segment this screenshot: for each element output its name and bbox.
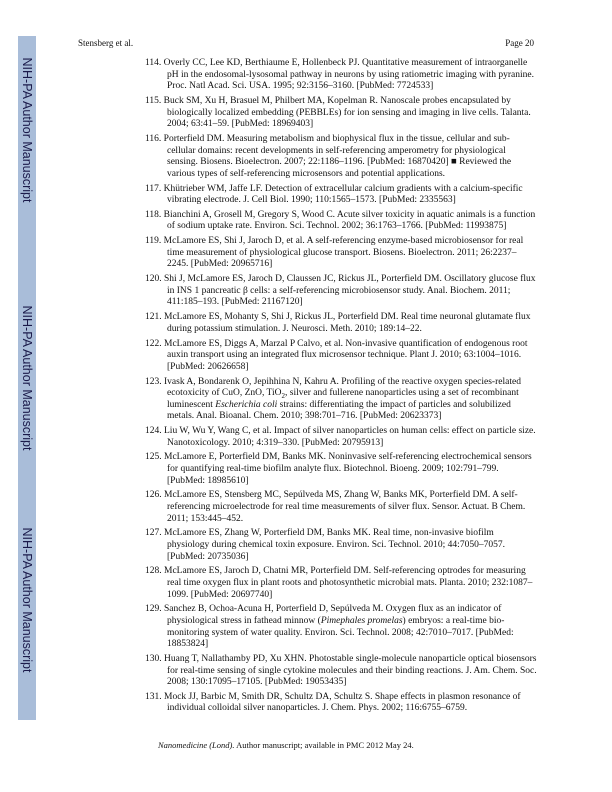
reference-text: McLamore ES, Stensberg MC, Sepúlveda MS, Zhang W, Banks MK, Porterfield DM. A self-referencing microelectrode for real time measurements of silver flux. Sensor. Actuat. B Chem. 2011; 153:445–452.	[164, 490, 526, 524]
reference-number: 127.	[145, 528, 162, 539]
reference-item	[145, 96, 537, 131]
page-number: Page 20	[505, 38, 534, 48]
subscript: 2	[281, 392, 286, 401]
reference-text: Overly CC, Lee KD, Berthiaume E, Hollenbeck PJ. Quantitative measurement of intraorganelle pH in the endosomal-lysosomal pathway in neurons by using ratiometric imaging with pyranine. Proc. Natl Acad. Sci. USA. 1995; 92:3156–3160. [PubMed: 7724533]	[163, 58, 535, 92]
reference-number: 124.	[145, 426, 162, 437]
reference-item	[145, 274, 537, 309]
sidebar-label: NIH-PA Author Manuscript	[20, 527, 34, 673]
reference-item	[145, 58, 537, 93]
reference-item	[145, 528, 537, 563]
reference-number: 117.	[145, 183, 162, 194]
reference-item	[145, 210, 537, 233]
reference-number: 130.	[145, 653, 162, 664]
reference-item	[145, 236, 537, 271]
reference-text: Shi J, McLamore ES, Jaroch D, Claussen JC, Rickus JL, Porterfield DM. Oscillatory glucose flux in INS 1 pancreatic β cells: a self-referencing microbiosensor study. Anal. Biochem. 2011; 411:185–193. [PubMed: 21167120]	[164, 274, 536, 308]
reference-list	[145, 58, 537, 718]
reference-item	[145, 377, 537, 423]
manuscript-sidebar	[18, 36, 36, 720]
reference-text: McLamore ES, Shi J, Jaroch D, et al. A self-referencing enzyme-based microbiosensor for real time measurement of physiological glucose transport. Biosens. Bioelectron. 2011; 26:2237–2245. [PubMed: 20965716]	[163, 236, 524, 270]
reference-item	[145, 604, 537, 650]
sidebar-label: NIH-PA Author Manuscript	[20, 57, 34, 203]
reference-item	[145, 452, 537, 487]
reference-text: Ivask A, Bondarenk O, Jepihhina N, Kahru A. Profiling of the reactive oxygen species-related ecotoxicity of CuO, ZnO, TiO	[164, 376, 521, 399]
reference-text: McLamore ES, Zhang W, Porterfield DM, Banks MK. Real time, non-invasive biofilm physiology during chemical toxin exposure. Environ. Sci. Technol. 2010; 44:7050–7057. [PubMed: 20735036]	[164, 528, 505, 562]
reference-text: McLamore ES, Jaroch D, Chatni MR, Porterfield DM. Self-referencing optrodes for measuring real time oxygen flux in plant roots and photosynthetic microbial mats. Planta. 2010; 232:1087–1099. [PubMed: 20697740]	[164, 566, 533, 600]
reference-number: 129.	[145, 604, 162, 615]
reference-number: 122.	[145, 338, 162, 349]
reference-item	[145, 312, 537, 335]
reference-text: McLamore ES, Diggs A, Marzal P Calvo, et al. Non-invasive quantification of endogenous root auxin transport using an integrated flux microsensor technique. Plant J. 2010; 63:1004–1016. [PubMed: 20626658]	[164, 338, 528, 372]
reference-item	[145, 184, 537, 207]
running-head: Stensberg et al.	[78, 38, 134, 48]
reference-item	[145, 566, 537, 601]
footer	[158, 740, 414, 750]
reference-number: 119.	[145, 236, 162, 247]
reference-text: , silver and fullerene nanoparticles using a set of recombinant luminescent	[167, 388, 519, 410]
reference-text: Buck SM, Xu H, Brasuel M, Philbert MA, Kopelman R. Nanoscale probes encapsulated by biologically localized embedding (PEBBLEs) for ion sensing and imaging in live cells. Talanta. 2004; 63:41–59. [PubMed: 18969403]	[163, 95, 531, 130]
reference-item	[145, 339, 537, 374]
sidebar-label: NIH-PA Author Manuscript	[20, 305, 34, 451]
footer-journal: Nanomedicine (Lond).	[158, 740, 235, 750]
reference-item	[145, 134, 537, 180]
reference-number: 120.	[145, 274, 162, 285]
reference-item	[145, 654, 537, 689]
reference-text: Khütrieber WM, Jaffe LF. Detection of extracellular calcium gradients with a calcium-specific vibrating electrode. J. Cell Biol. 1990; 110:1565–1573. [PubMed: 2335563]	[163, 183, 523, 206]
reference-text: Huang T, Nallathamby PD, Xu XHN. Photostable single-molecule nanoparticle optical biosensors for real-time sensing of single cytokine molecules and their binding reactions. J. Am. Chem. Soc. 2008; 130:17095–17105. [PubMed: 19053435]	[164, 653, 537, 688]
reference-text: Porterfield DM. Measuring metabolism and biophysical flux in the tissue, cellular and sub-cellular domains: recent developments in self-referencing amperometry for physiological sensing. Biosens. Bioelectron. 2007; 22:1186–1196. [PubMed: 16870420] ■ Reviewed the various types of self-referencing microsensors and potential applications.	[163, 133, 512, 179]
reference-text: Bianchini A, Grosell M, Gregory S, Wood C. Acute silver toxicity in aquatic animals is a function of sodium uptake rate. Environ. Sci. Technol. 2002; 36:1763–1766. [PubMed: 11993875]	[163, 209, 536, 232]
reference-number: 123.	[145, 376, 162, 387]
reference-text: McLamore ES, Mohanty S, Shi J, Rickus JL, Porterfield DM. Real time neuronal glutamate flux during potassium stimulation. J. Neurosci. Meth. 2010; 189:14–22.	[164, 312, 531, 334]
reference-text: McLamore E, Porterfield DM, Banks MK. Noninvasive self-referencing electrochemical sensors for quantifying real-time biofilm analyte flux. Biotechnol. Bioeng. 2009; 102:791–799. [PubMed: 18985610]	[164, 452, 532, 486]
reference-number: 116.	[145, 133, 162, 144]
reference-text: ) embryos: a real-time bio-monitoring system of water quality. Environ. Sci. Technol. 2008; 42:7010–7017. [PubMed: 18853824]	[167, 615, 514, 650]
reference-number: 114.	[145, 58, 162, 68]
reference-number: 128.	[145, 566, 162, 577]
reference-number: 115.	[145, 95, 162, 106]
reference-item	[145, 490, 537, 525]
italic-text: Escherichia coli	[215, 399, 278, 410]
reference-item	[145, 692, 537, 715]
reference-number: 126.	[145, 490, 162, 501]
reference-number: 131.	[145, 691, 162, 702]
reference-text: Liu W, Wu Y, Wang C, et al. Impact of silver nanoparticles on human cells: effect on particle size. Nanotoxicology. 2010; 4:319–330. [PubMed: 20795913]	[164, 426, 536, 448]
reference-text: strains: differentiating the impact of particles and solubilized metals. Anal. Bioanal. Chem. 2010; 398:701–716. [PubMed: 20623373]	[167, 399, 511, 422]
italic-text: Pimephales promelas	[320, 615, 403, 626]
reference-number: 118.	[145, 209, 162, 220]
reference-number: 121.	[145, 312, 162, 323]
reference-text: Mock JJ, Barbic M, Smith DR, Schultz DA, Schultz S. Shape effects in plasmon resonance of individual colloidal silver nanoparticles. J. Chem. Phys. 2002; 116:6755–6759.	[164, 691, 521, 714]
reference-text: Sanchez B, Ochoa-Acuna H, Porterfield D, Sepúlveda M. Oxygen flux as an indicator of physiological stress in fathead minnow (	[164, 604, 502, 626]
footer-text: Author manuscript; available in PMC 2012 May 24.	[234, 740, 414, 750]
reference-number: 125.	[145, 452, 162, 463]
reference-item	[145, 426, 537, 449]
